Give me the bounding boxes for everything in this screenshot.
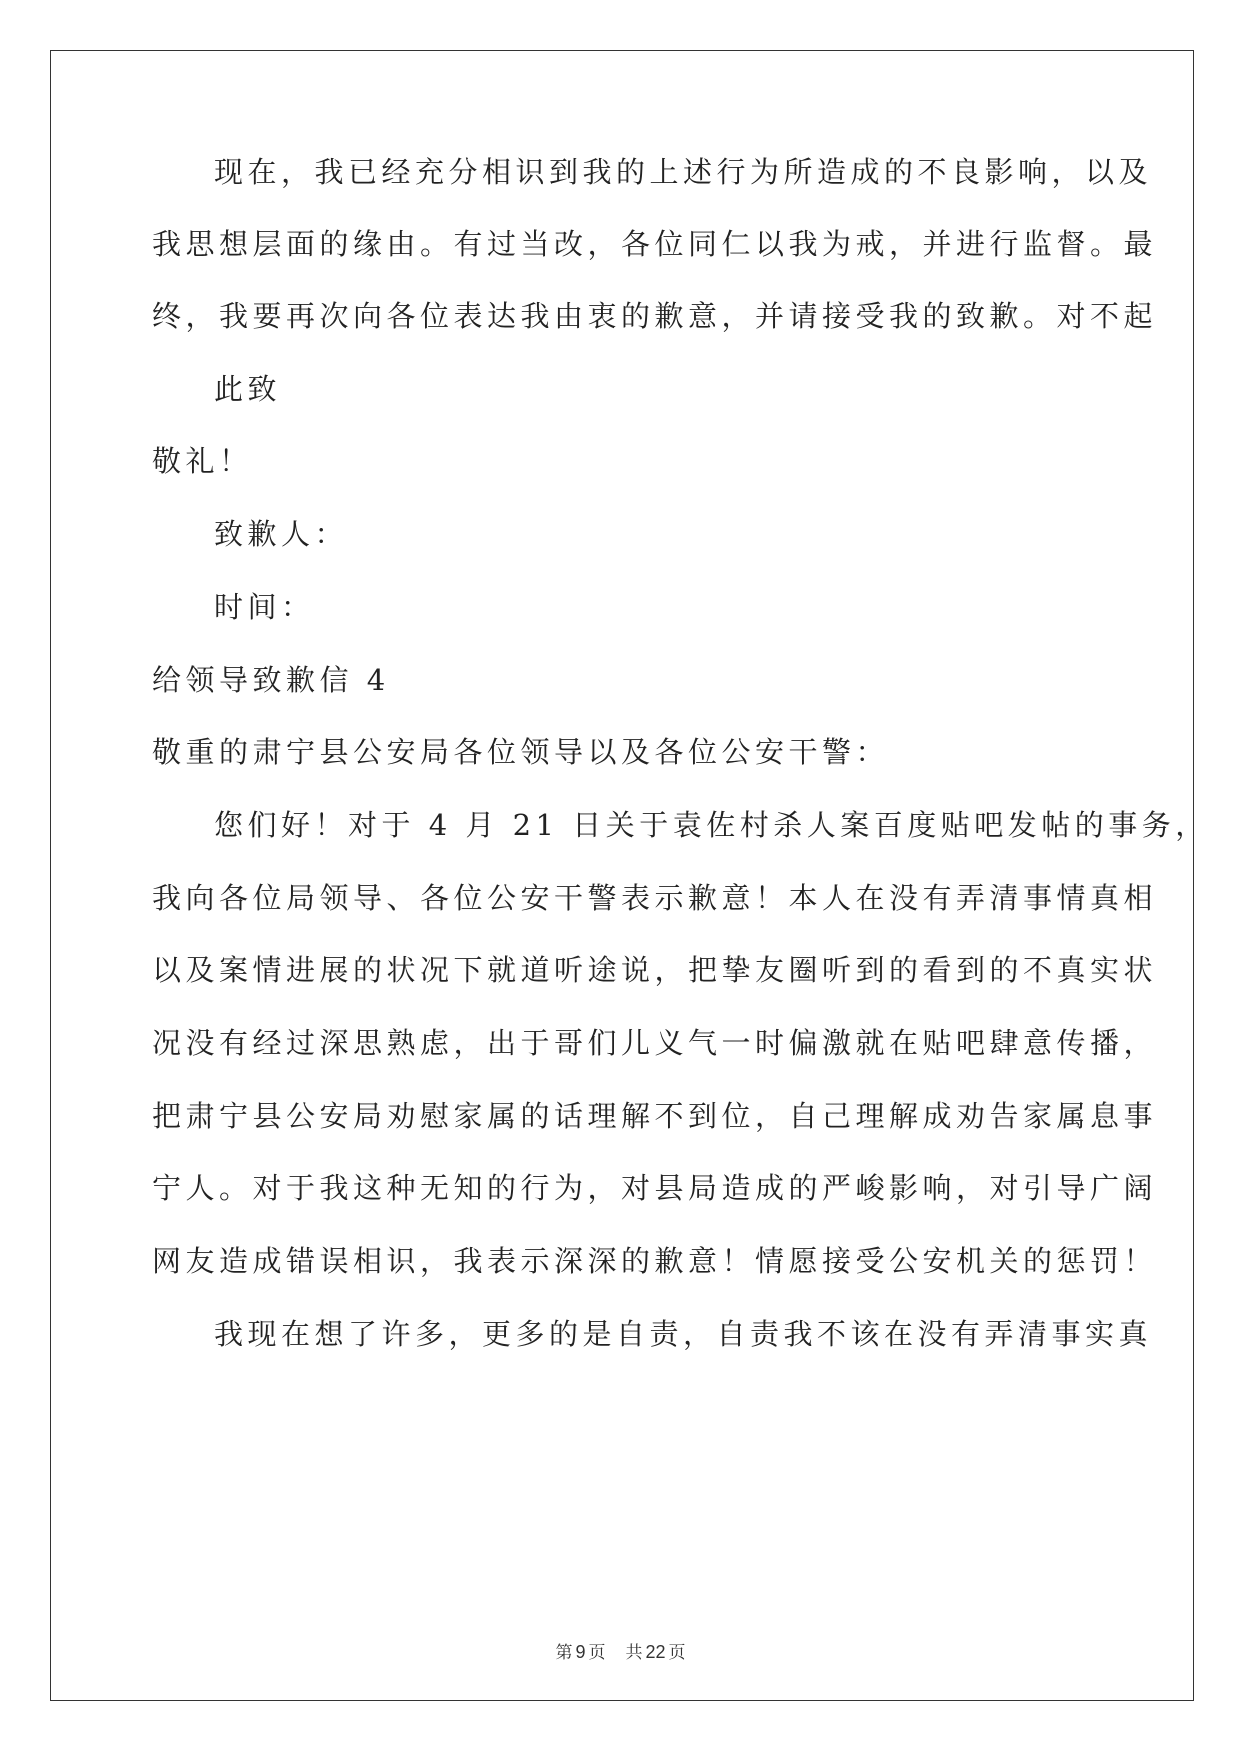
page-suffix: 页	[588, 1643, 606, 1663]
page-number: 9	[575, 1642, 586, 1662]
paragraph-line: 我思想层面的缘由。有过当改，各位同仁以我为戒，并进行监督。最	[152, 227, 1158, 261]
paragraph-line: 把肃宁县公安局劝慰家属的话理解不到位，自己理解成劝告家属息事	[152, 1099, 1158, 1133]
date-label: 时间：	[214, 590, 315, 624]
closing-regards: 敬礼！	[152, 444, 253, 478]
total-prefix: 共	[625, 1643, 643, 1663]
signature-label: 致歉人：	[214, 517, 349, 551]
paragraph-line: 我向各位局领导、各位公安干警表示歉意！本人在没有弄清事情真相	[152, 881, 1158, 915]
paragraph-line: 况没有经过深思熟虑，出于哥们儿义气一时偏激就在贴吧肆意传播，	[152, 1026, 1158, 1060]
total-pages: 22	[645, 1642, 666, 1662]
paragraph-line: 我现在想了许多，更多的是自责，自责我不该在没有弄清事实真	[214, 1317, 1153, 1351]
paragraph-line: 终，我要再次向各位表达我由衷的歉意，并请接受我的致歉。对不起	[152, 299, 1158, 333]
paragraph-line: 宁人。对于我这种无知的行为，对县局造成的严峻影响，对引导广阔	[152, 1171, 1158, 1205]
paragraph-line: 您们好！对于 4 月 21 日关于袁佐村杀人案百度贴吧发帖的事务，	[214, 808, 1209, 842]
closing-salutation: 此致	[214, 372, 282, 406]
paragraph-line: 网友造成错误相识，我表示深深的歉意！情愿接受公安机关的惩罚！	[152, 1244, 1158, 1278]
page-footer	[0, 1638, 1241, 1663]
letter-greeting: 敬重的肃宁县公安局各位领导以及各位公安干警：	[152, 735, 890, 769]
total-suffix: 页	[668, 1643, 686, 1663]
paragraph-line: 现在，我已经充分相识到我的上述行为所造成的不良影响，以及	[214, 155, 1153, 189]
section-heading: 给领导致歉信 4	[152, 663, 390, 697]
paragraph-line: 以及案情进展的状况下就道听途说，把挚友圈听到的看到的不真实状	[152, 953, 1158, 987]
page-border	[50, 50, 1194, 1701]
page-prefix: 第	[555, 1643, 573, 1663]
